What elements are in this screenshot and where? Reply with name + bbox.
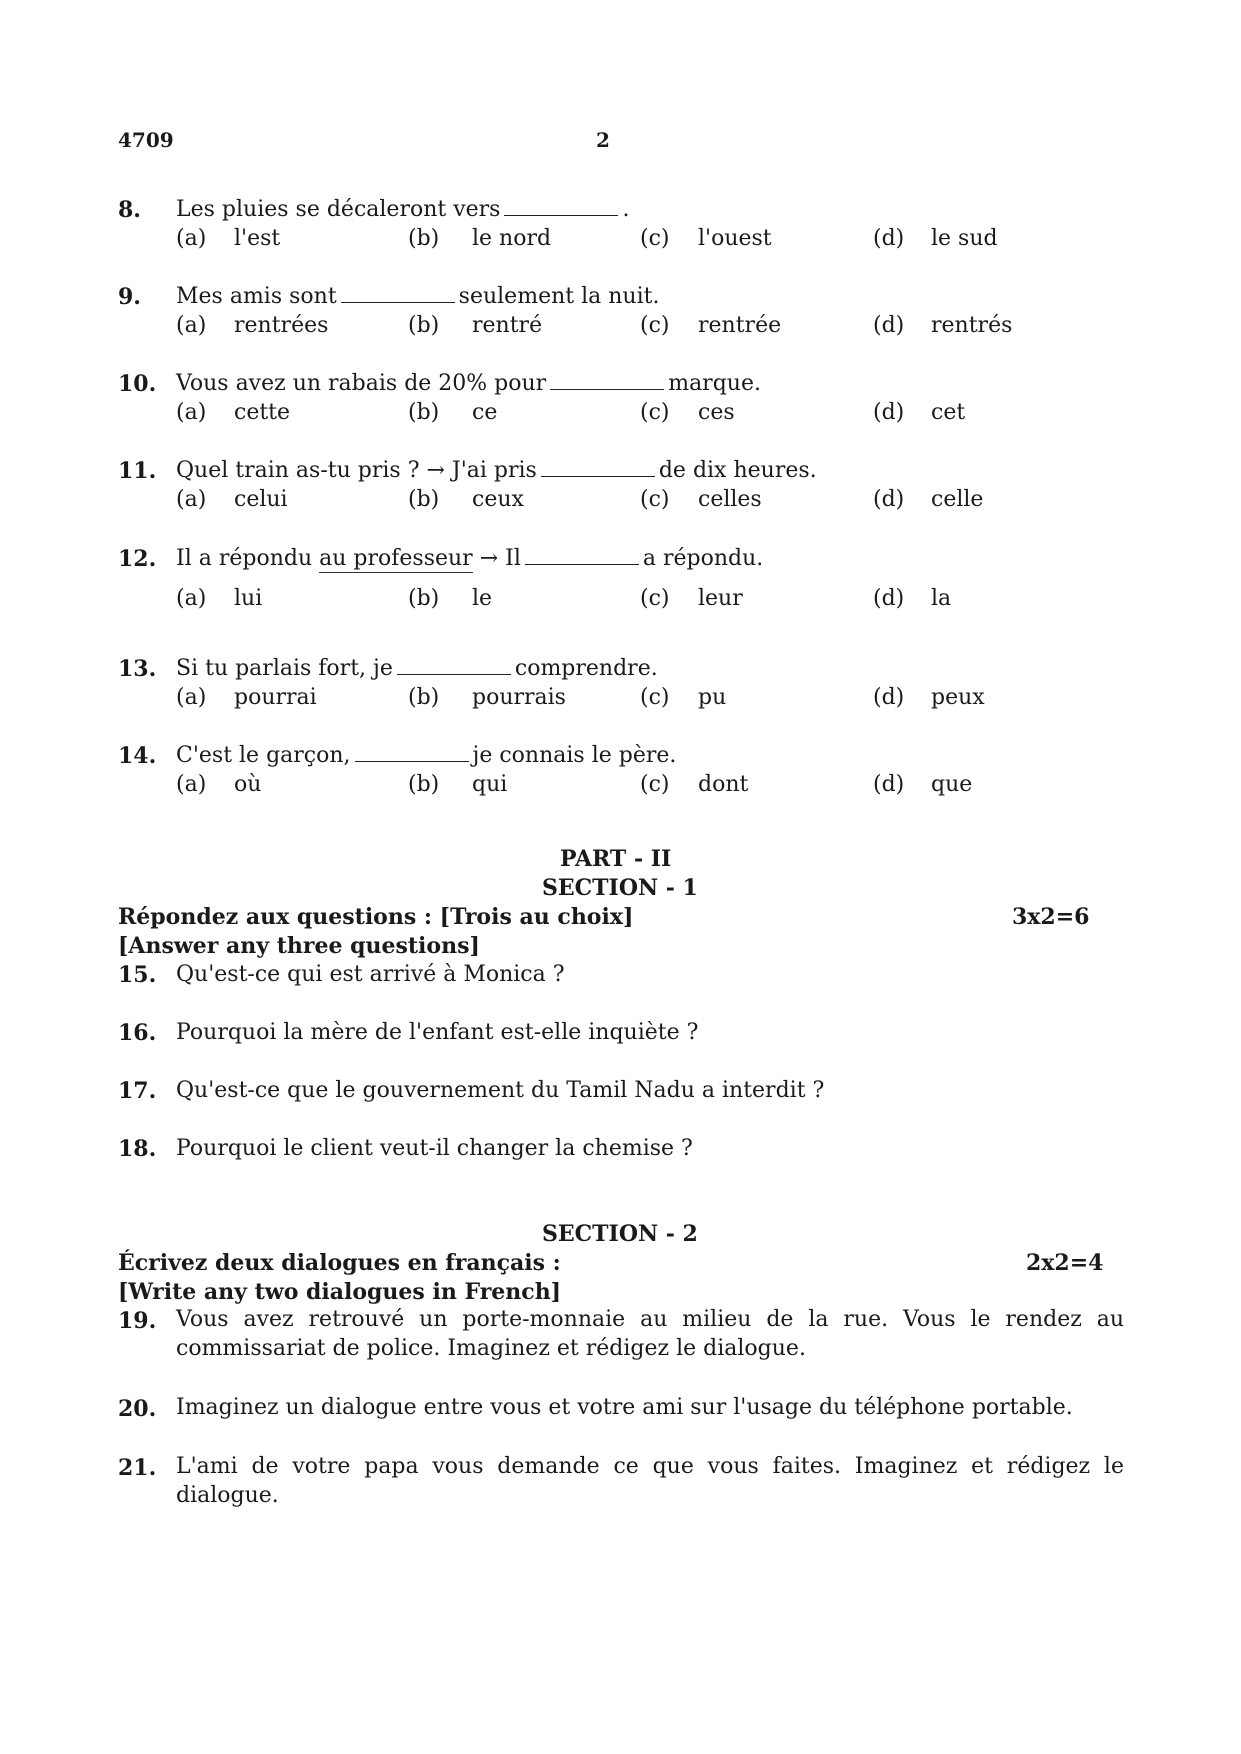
question-text: Qu'est-ce qui est arrivé à Monica ?	[176, 962, 565, 987]
stem-text-after: comprendre.	[514, 656, 658, 681]
stem-text-before: Si tu parlais fort, je	[176, 656, 393, 681]
option-letter: (a)	[176, 685, 207, 710]
option-text: pu	[698, 685, 727, 710]
section1-title: SECTION - 1	[542, 875, 698, 901]
option-text: où	[234, 772, 262, 797]
question-number: 20.	[118, 1396, 157, 1422]
option-letter: (c)	[640, 226, 670, 251]
stem-text-before: Mes amis sont	[176, 284, 337, 309]
question-number: 19.	[118, 1308, 157, 1334]
section1-marks: 3x2=6	[1012, 904, 1090, 930]
option-text: l'est	[234, 226, 281, 251]
option-letter: (c)	[640, 772, 670, 797]
question-stem	[176, 197, 629, 222]
option-text: celles	[698, 487, 762, 512]
question-number: 10.	[118, 371, 157, 397]
option-text: l'ouest	[698, 226, 772, 251]
underlined-phrase: au professeur	[319, 546, 473, 571]
answer-blank	[550, 371, 664, 390]
answer-blank	[341, 284, 455, 303]
option-letter: (d)	[873, 685, 905, 710]
stem-text-before: Vous avez un rabais de 20% pour	[176, 371, 547, 396]
answer-blank	[541, 458, 655, 477]
option-letter: (c)	[640, 400, 670, 425]
option-text: le sud	[931, 226, 998, 251]
option-letter: (a)	[176, 586, 207, 611]
option-text: pourrais	[472, 685, 566, 710]
answer-blank	[525, 546, 639, 565]
option-text: leur	[698, 586, 743, 611]
question-number: 21.	[118, 1455, 157, 1481]
option-letter: (b)	[408, 400, 440, 425]
question-text: Qu'est-ce que le gouvernement du Tamil Nadu a interdit ?	[176, 1078, 825, 1103]
option-text: rentré	[472, 313, 543, 338]
stem-text-after: seulement la nuit.	[458, 284, 660, 309]
question-text: Pourquoi la mère de l'enfant est-elle inquiète ?	[176, 1020, 699, 1045]
stem-text-before: Il a répondu	[176, 546, 313, 571]
option-text: peux	[931, 685, 985, 710]
option-text: lui	[234, 586, 263, 611]
option-text: rentrés	[931, 313, 1013, 338]
option-letter: (b)	[408, 487, 440, 512]
option-text: ceux	[472, 487, 524, 512]
section1-instruction-en: [Answer any three questions]	[118, 933, 480, 959]
paper-code: 4709	[118, 128, 174, 152]
option-letter: (a)	[176, 313, 207, 338]
section2-instruction-fr: Écrivez deux dialogues en français :	[118, 1250, 561, 1276]
question-number: 15.	[118, 962, 157, 988]
question-stem	[176, 458, 817, 483]
section2-instruction-en: [Write any two dialogues in French]	[118, 1279, 562, 1305]
option-letter: (c)	[640, 487, 670, 512]
section2-title: SECTION - 2	[542, 1221, 698, 1247]
question-stem	[176, 371, 761, 396]
stem-text-after: de dix heures.	[658, 458, 817, 483]
option-text: ce	[472, 400, 498, 425]
option-letter: (b)	[408, 586, 440, 611]
option-letter: (a)	[176, 772, 207, 797]
option-text: le	[472, 586, 493, 611]
question-number: 11.	[118, 458, 157, 484]
option-text: pourrai	[234, 685, 317, 710]
question-number: 14.	[118, 743, 157, 769]
answer-blank	[397, 656, 511, 675]
option-letter: (d)	[873, 313, 905, 338]
answer-blank	[504, 197, 618, 216]
option-text: cette	[234, 400, 291, 425]
stem-text-before: C'est le garçon,	[176, 743, 351, 768]
stem-text-after: .	[622, 197, 630, 222]
question-text: Imaginez un dialogue entre vous et votre ami sur l'usage du téléphone portable.	[176, 1395, 1073, 1420]
question-number: 8.	[118, 197, 141, 223]
option-letter: (c)	[640, 313, 670, 338]
question-number: 16.	[118, 1020, 157, 1046]
question-stem	[176, 656, 658, 681]
option-letter: (a)	[176, 226, 207, 251]
option-letter: (d)	[873, 226, 905, 251]
option-letter: (b)	[408, 772, 440, 797]
option-text: le nord	[472, 226, 552, 251]
page-number: 2	[596, 128, 610, 152]
option-letter: (b)	[408, 685, 440, 710]
option-text: celui	[234, 487, 288, 512]
question-number: 9.	[118, 284, 141, 310]
option-text: la	[931, 586, 952, 611]
part-title: PART - II	[560, 846, 672, 872]
stem-text-after: a répondu.	[642, 546, 764, 571]
question-number: 12.	[118, 546, 157, 572]
option-text: rentrée	[698, 313, 782, 338]
stem-text-before: Les pluies se décaleront vers	[176, 197, 501, 222]
option-letter: (c)	[640, 586, 670, 611]
question-stem	[176, 546, 763, 571]
option-text: dont	[698, 772, 749, 797]
question-stem	[176, 284, 659, 309]
option-letter: (d)	[873, 400, 905, 425]
stem-text-after: marque.	[668, 371, 761, 396]
question-number: 13.	[118, 656, 157, 682]
option-text: qui	[472, 772, 508, 797]
option-text: rentrées	[234, 313, 329, 338]
stem-text-before: Quel train as-tu pris ? → J'ai pris	[176, 458, 537, 483]
answer-blank	[355, 743, 469, 762]
stem-text-middle: → Il	[479, 546, 521, 571]
section1-instruction-fr: Répondez aux questions : [Trois au choix]	[118, 904, 634, 930]
option-letter: (d)	[873, 487, 905, 512]
option-text: celle	[931, 487, 984, 512]
question-number: 17.	[118, 1078, 157, 1104]
question-text: Vous avez retrouvé un porte-monnaie au milieu de la rue. Vous le rendez au commissariat de police. Imaginez et rédigez le dialogue.	[176, 1307, 1124, 1361]
option-letter: (a)	[176, 400, 207, 425]
option-letter: (c)	[640, 685, 670, 710]
option-text: que	[931, 772, 973, 797]
option-text: ces	[698, 400, 735, 425]
option-letter: (a)	[176, 487, 207, 512]
question-stem	[176, 743, 676, 768]
question-number: 18.	[118, 1136, 157, 1162]
section2-marks: 2x2=4	[1026, 1250, 1104, 1276]
option-letter: (b)	[408, 313, 440, 338]
option-letter: (d)	[873, 772, 905, 797]
question-text: Pourquoi le client veut-il changer la chemise ?	[176, 1136, 693, 1161]
question-text: L'ami de votre papa vous demande ce que vous faites. Imaginez et rédigez le dialogue.	[176, 1454, 1124, 1508]
stem-text-after: je connais le père.	[472, 743, 677, 768]
option-letter: (b)	[408, 226, 440, 251]
option-letter: (d)	[873, 586, 905, 611]
option-text: cet	[931, 400, 966, 425]
